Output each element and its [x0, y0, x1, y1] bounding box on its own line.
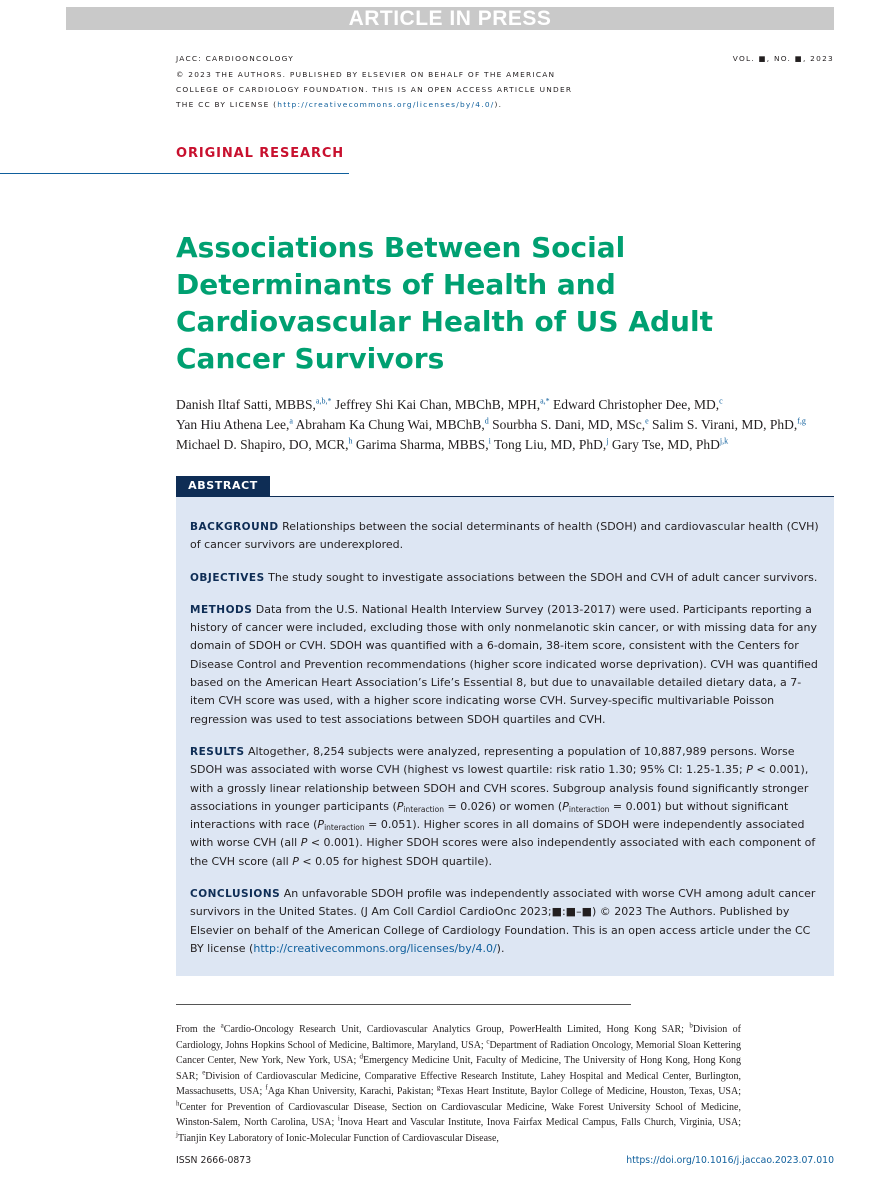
results-text: < 0.001), with a grossly linear relationship between SDOH and CVH scores. Subgroup analysis found significantly stronger associations in younger participants ( — [190, 763, 809, 813]
interaction-subscript: interaction — [324, 823, 365, 833]
doi-link[interactable]: https://doi.org/10.1016/j.jaccao.2023.07.010 — [626, 1155, 834, 1166]
abstract-conclusions — [190, 885, 825, 958]
abstract-body — [190, 518, 825, 972]
journal-name: JACC: CARDIOONCOLOGY — [176, 54, 295, 63]
results-text: Altogether, 8,254 subjects were analyzed, representing a population of 10,887,989 persons. Worse SDOH was associated with worse CVH (highest vs lowest quartile: risk ratio 1.30; 95% CI: 1.25-1.35; — [190, 744, 795, 777]
author-affiliation-sup[interactable]: c — [719, 396, 723, 406]
conclusions-text: An unfavorable SDOH profile was independently associated with worse CVH among adult cancer survivors in the United States. (J Am Coll Cardiol CardioOnc 2023;■:■–■) © 2023 The Authors. Published by Elsevier on behalf of the American College of Cardiology Foundation. This is an open access article under the CC BY license ( — [190, 887, 816, 955]
affiliation-text: Texas Heart Institute, Baylor College of Medicine, Houston, Texas, USA; — [440, 1086, 741, 1097]
interaction-subscript: interaction — [403, 804, 445, 814]
author-name: Michael D. Shapiro, DO, MCR, — [176, 437, 349, 452]
p-value-symbol: P — [396, 799, 404, 813]
affiliations-footnote — [176, 1022, 741, 1146]
author-name: Sourbha S. Dani, MD, MSc, — [488, 417, 646, 432]
affiliation-sup: d — [359, 1052, 364, 1061]
background-heading: BACKGROUND — [190, 521, 279, 533]
results-text: < 0.001). Higher SDOH scores were also independently associated with each component of the CVH score (all — [190, 836, 816, 868]
background-text: Relationships between the social determinants of health (SDOH) and cardiovascular health (CVH) of cancer survivors are underexplored. — [190, 520, 819, 552]
author-line-2 — [176, 415, 836, 435]
author-affiliation-sup[interactable]: a,* — [540, 396, 550, 406]
affiliation-sup: h — [176, 1099, 180, 1108]
p-value-symbol: P — [317, 818, 325, 832]
results-text: = 0.051). Higher scores in all domains of SDOH were independently associated with worse CVH (all — [190, 818, 805, 850]
banner-text: ARTICLE IN PRESS — [348, 7, 552, 30]
abstract-results — [190, 743, 825, 871]
affiliation-sup: g — [436, 1083, 441, 1092]
author-list — [176, 395, 836, 455]
results-text: = 0.001) but without significant interactions with race ( — [190, 799, 789, 832]
article-title — [176, 229, 776, 377]
copyright-line-1: © 2023 THE AUTHORS. PUBLISHED BY ELSEVIER ON BEHALF OF THE AMERICAN — [176, 70, 556, 79]
author-line-3 — [176, 435, 836, 455]
affiliation-sup: j — [176, 1130, 178, 1139]
author-name: Abraham Ka Chung Wai, MBChB, — [292, 417, 485, 432]
affiliation-sup: i — [337, 1114, 340, 1123]
methods-text: Data from the U.S. National Health Interview Survey (2013-2017) were used. Participants reporting a history of cancer were included, excluding those with only nonmelanotic skin cancer, or with missing data for any domain of SDOH or CVH. SDOH was quantified with a 6-domain, 38-item score, consistent with the Centers for Disease Control and Prevention recommendations (higher score indicated worse deprivation). CVH was quantified based on the American Heart Association’s Life’s Essential 8, but due to unavailable detailed dietary data, a 7-item CVH score was used, with a higher score indicating worse CVH. Survey-specific multivariable Poisson regression was used to test associations between SDOH quartiles and CVH. — [190, 602, 818, 726]
title-line-3: Cardiovascular Health of US Adult — [176, 305, 713, 338]
author-line-1 — [176, 395, 836, 415]
abstract-tab: ABSTRACT — [176, 476, 270, 496]
copyright-line-2: COLLEGE OF CARDIOLOGY FOUNDATION. THIS IS AN OPEN ACCESS ARTICLE UNDER — [176, 85, 573, 94]
author-name: Danish Iltaf Satti, MBBS, — [176, 397, 316, 412]
conclusions-heading: CONCLUSIONS — [190, 888, 281, 901]
author-name: Garima Sharma, MBBS, — [352, 437, 489, 452]
author-name: Tong Liu, MD, PhD, — [490, 437, 607, 452]
title-line-4: Cancer Survivors — [176, 342, 445, 375]
author-name: Gary Tse, MD, PhD — [608, 437, 720, 452]
author-name: Edward Christopher Dee, MD, — [549, 397, 720, 412]
p-value-symbol: P — [300, 836, 308, 850]
results-text: < 0.05 for highest SDOH quartile). — [298, 854, 493, 868]
section-divider — [0, 173, 349, 174]
affiliation-text: Inova Heart and Vascular Institute, Inova Fairfax Medical Campus, Falls Church, Virginia, USA; — [339, 1117, 742, 1128]
volume-info: VOL. ■, NO. ■, 2023 — [732, 54, 834, 63]
author-affiliation-sup[interactable]: a — [289, 416, 293, 426]
author-name: Salim S. Virani, MD, PhD, — [648, 417, 798, 432]
title-line-2: Determinants of Health and — [176, 268, 616, 301]
p-value-symbol: P — [562, 799, 569, 813]
article-in-press-banner — [66, 7, 834, 30]
license-link[interactable]: http://creativecommons.org/licenses/by/4.0/ — [253, 941, 497, 955]
license-link[interactable]: http://creativecommons.org/licenses/by/4.0/ — [277, 100, 495, 109]
author-name: Yan Hiu Athena Lee, — [176, 417, 290, 432]
results-heading: RESULTS — [190, 745, 245, 758]
author-affiliation-sup[interactable]: a,b,* — [315, 396, 332, 406]
abstract-background — [190, 518, 825, 555]
conclusions-end: ). — [496, 941, 505, 955]
affiliation-text: Aga Khan University, Karachi, Pakistan; — [267, 1086, 437, 1097]
affiliation-text: Department of Radiation Oncology, Memorial Sloan Kettering Cancer Center, New York, New York, USA; — [176, 1039, 741, 1066]
affiliation-sup: f — [265, 1083, 268, 1092]
abstract-methods — [190, 601, 825, 729]
author-affiliation-sup[interactable]: d — [484, 416, 489, 426]
abstract-objectives — [190, 569, 825, 587]
footnote-divider — [176, 1004, 631, 1005]
objectives-text: The study sought to investigate associations between the SDOH and CVH of adult cancer survivors. — [264, 570, 818, 584]
results-text: = 0.026) or women ( — [444, 799, 563, 813]
p-value-symbol: P — [292, 854, 299, 868]
author-affiliation-sup[interactable]: h — [348, 436, 353, 446]
author-affiliation-sup[interactable]: j — [606, 436, 609, 446]
affiliation-sup: e — [202, 1068, 206, 1077]
copyright-line-3-suffix: ). — [494, 100, 503, 109]
affiliation-text: Cardio-Oncology Research Unit, Cardiovascular Analytics Group, PowerHealth Limited, Hong Kong SAR; — [223, 1024, 690, 1035]
author-affiliation-sup[interactable]: j,k — [719, 436, 729, 446]
affiliation-from: From the — [176, 1024, 221, 1035]
objectives-heading: OBJECTIVES — [190, 571, 265, 584]
affiliation-sup: c — [486, 1037, 490, 1046]
copyright-line-3 — [176, 100, 502, 109]
affiliation-text: Tianjin Key Laboratory of Ionic-Molecular Function of Cardiovascular Disease, — [177, 1132, 499, 1144]
affiliation-text: Division of Cardiology, Johns Hopkins School of Medicine, Baltimore, Maryland, USA; — [176, 1024, 742, 1051]
author-affiliation-sup[interactable]: i — [488, 436, 491, 446]
methods-heading: METHODS — [190, 603, 253, 616]
affiliation-sup: a — [220, 1021, 224, 1030]
p-value-symbol: P — [746, 763, 753, 777]
section-label: ORIGINAL RESEARCH — [176, 146, 345, 161]
copyright-line-3-prefix: THE CC BY LICENSE ( — [176, 100, 278, 109]
author-affiliation-sup[interactable]: f,g — [797, 416, 806, 426]
title-line-1: Associations Between Social — [176, 231, 626, 264]
author-affiliation-sup[interactable]: e — [645, 416, 649, 426]
issn: ISSN 2666-0873 — [176, 1155, 252, 1166]
affiliation-text: Emergency Medicine Unit, Faculty of Medicine, The University of Hong Kong, Hong Kong SAR; — [176, 1055, 741, 1082]
affiliation-text: Division of Cardiovascular Medicine, Comparative Effective Research Institute, Lahey Hospital and Medical Center, Burlington, Massachusetts, USA; — [176, 1070, 741, 1097]
interaction-subscript: interaction — [568, 804, 610, 814]
author-name: Jeffrey Shi Kai Chan, MBChB, MPH, — [331, 397, 541, 412]
affiliation-text: Center for Prevention of Cardiovascular Disease, Section on Cardiovascular Medicine, Wake Forest University School of Medicine, Winston-Salem, North Carolina, USA; — [176, 1101, 741, 1128]
affiliation-sup: b — [689, 1021, 693, 1030]
